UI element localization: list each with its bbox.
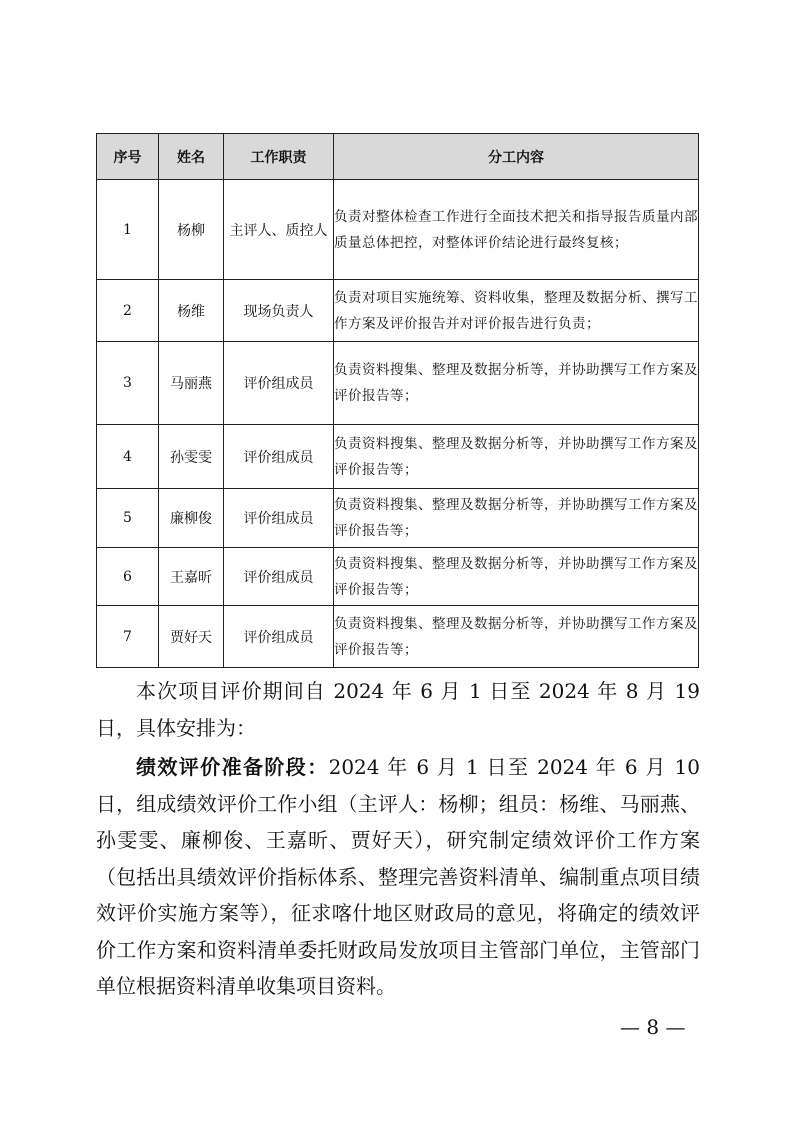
row-role: 评价组成员 xyxy=(224,606,334,668)
row-name: 王嘉昕 xyxy=(159,548,224,606)
row-content: 负责资料搜集、整理及数据分析等，并协助撰写工作方案及评价报告等； xyxy=(334,342,699,425)
table-row xyxy=(97,180,699,280)
row-no: 6 xyxy=(97,548,159,606)
row-role: 评价组成员 xyxy=(224,425,334,489)
header-name: 姓名 xyxy=(159,134,224,180)
row-name: 孙雯雯 xyxy=(159,425,224,489)
row-role: 评价组成员 xyxy=(224,342,334,425)
row-role: 现场负责人 xyxy=(224,280,334,342)
team-table xyxy=(96,133,699,668)
table-row xyxy=(97,489,699,548)
row-no: 2 xyxy=(97,280,159,342)
table-header-row xyxy=(97,134,699,180)
table-row xyxy=(97,342,699,425)
preparation-phase-body: 2024 年 6 月 1 日至 2024 年 6 月 10 日，组成绩效评价工作小组（主评人：杨柳；组员：杨维、马丽燕、孙雯雯、廉柳俊、王嘉昕、贾好天），研究制定绩效评价工作方案（包括出具绩效评价指标体系、整理完善资料清单、编制重点项目绩效评价实施方案等），征求喀什地区财政局的意见，将确定的绩效评价工作方案和资料清单委托财政局发放项目主管部门单位，主管部门单位根据资料清单收集项目资料。 xyxy=(96,755,701,998)
row-content: 负责资料搜集、整理及数据分析等，并协助撰写工作方案及评价报告等； xyxy=(334,425,699,489)
row-role: 评价组成员 xyxy=(224,489,334,548)
row-content: 负责对整体检查工作进行全面技术把关和指导报告质量内部质量总体把控，对整体评价结论进行最终复核； xyxy=(334,180,699,280)
schedule-intro-paragraph: 本次项目评价期间自 2024 年 6 月 1 日至 2024 年 8 月 19 日，具体安排为： xyxy=(96,679,700,740)
preparation-phase-paragraph xyxy=(96,749,700,1005)
header-no: 序号 xyxy=(97,134,159,180)
row-no: 7 xyxy=(97,606,159,668)
preparation-phase-heading: 绩效评价准备阶段： xyxy=(136,755,329,779)
table-row xyxy=(97,425,699,489)
row-name: 贾好天 xyxy=(159,606,224,668)
row-content: 负责对项目实施统筹、资料收集，整理及数据分析、撰写工作方案及评价报告并对评价报告进行负责； xyxy=(334,280,699,342)
row-no: 4 xyxy=(97,425,159,489)
row-name: 杨柳 xyxy=(159,180,224,280)
row-role: 评价组成员 xyxy=(224,548,334,606)
row-no: 5 xyxy=(97,489,159,548)
row-no: 1 xyxy=(97,180,159,280)
table-row xyxy=(97,548,699,606)
table-row xyxy=(97,280,699,342)
row-name: 廉柳俊 xyxy=(159,489,224,548)
row-no: 3 xyxy=(97,342,159,425)
header-role: 工作职责 xyxy=(224,134,334,180)
row-name: 马丽燕 xyxy=(159,342,224,425)
row-content: 负责资料搜集、整理及数据分析等，并协助撰写工作方案及评价报告等； xyxy=(334,489,699,548)
row-role: 主评人、质控人 xyxy=(224,180,334,280)
row-content: 负责资料搜集、整理及数据分析等，并协助撰写工作方案及评价报告等； xyxy=(334,606,699,668)
row-name: 杨维 xyxy=(159,280,224,342)
page-number: — 8 — xyxy=(620,1015,686,1039)
row-content: 负责资料搜集、整理及数据分析等，并协助撰写工作方案及评价报告等； xyxy=(334,548,699,606)
header-content: 分工内容 xyxy=(334,134,699,180)
table-row xyxy=(97,606,699,668)
